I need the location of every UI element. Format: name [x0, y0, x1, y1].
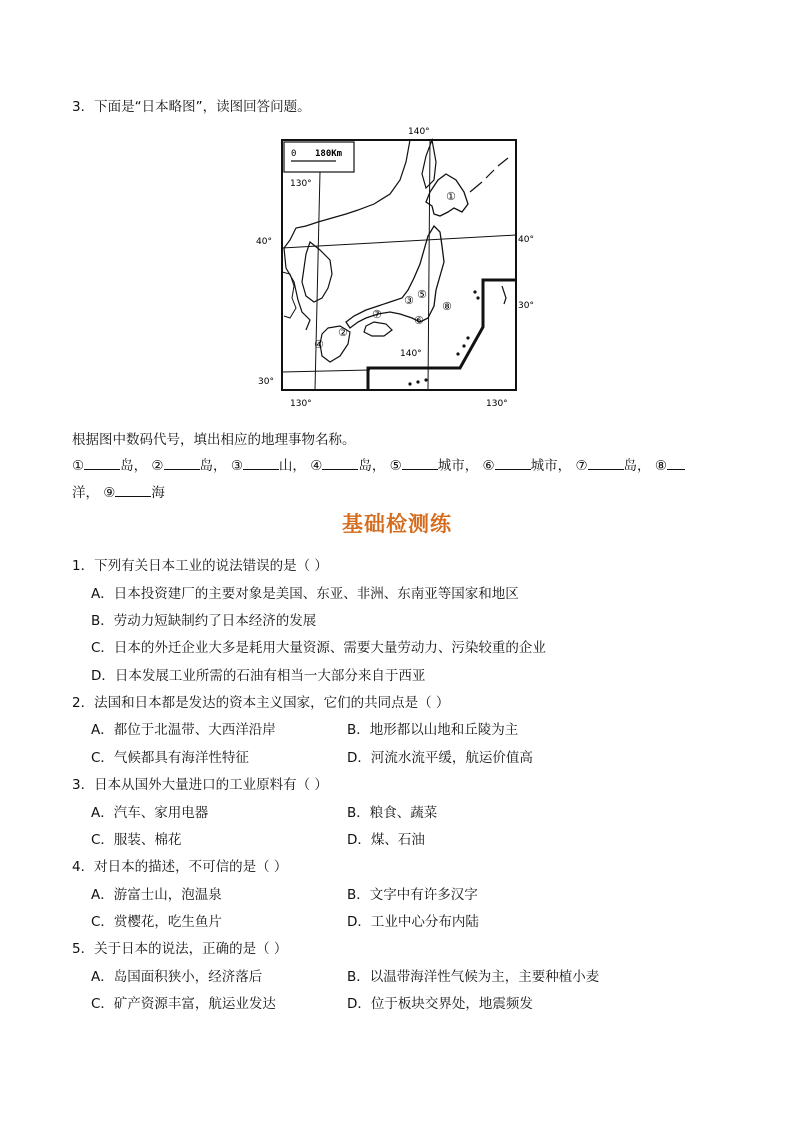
lat-30-right: 30° [518, 301, 534, 311]
q3-title: 3．下面是“日本略图”，读图回答问题。 [72, 99, 311, 115]
answer-blank-3[interactable] [243, 455, 279, 470]
answer-blank-9[interactable] [115, 482, 151, 497]
answer-blank-6[interactable] [495, 455, 531, 470]
answer-blank-8[interactable] [667, 455, 685, 470]
fill-num-2: ② [151, 458, 164, 474]
question-4-option-b[interactable]: B．文字中有许多汉字 [347, 887, 478, 903]
question-5-option-d[interactable]: D．位于板块交界处，地震频发 [347, 996, 533, 1012]
scale-zero: 0 [291, 149, 297, 159]
q3-instruction: 根据图中数码代号，填出相应的地理事物名称。 [72, 432, 356, 448]
lon-130-bottom-right: 130° [486, 399, 508, 409]
lon-140-inset: 140° [400, 349, 422, 359]
lon-130-left: 130° [290, 179, 312, 189]
question-3-stem: 3．日本从国外大量进口的工业原料有（ ） [72, 777, 328, 793]
map-label-1: ① [446, 190, 456, 203]
question-1-stem: 1．下列有关日本工业的说法错误的是（ ） [72, 558, 328, 574]
section-title: 基础检测练 [342, 511, 452, 536]
map-label-6: ⑥ [414, 314, 424, 327]
q3-fill-line-2: 洋， ⑨ 海 [72, 481, 165, 501]
map-label-2: ② [338, 326, 348, 339]
question-1-option-b[interactable]: B．劳动力短缺制约了日本经济的发展 [91, 613, 317, 629]
question-5-option-c[interactable]: C．矿产资源丰富，航运业发达 [91, 996, 276, 1012]
lon-130-bottom-left: 130° [290, 399, 312, 409]
answer-blank-4[interactable] [322, 455, 358, 470]
map-label-3: ③ [404, 294, 414, 307]
map-label-7: ⑦ [372, 308, 382, 321]
question-4-stem: 4．对日本的描述，不可信的是（ ） [72, 859, 288, 875]
answer-blank-2[interactable] [164, 455, 200, 470]
fill-num-8: ⑧ [654, 458, 667, 474]
fill-num-6: ⑥ [482, 458, 495, 474]
fill-num-5: ⑤ [389, 458, 402, 474]
question-5-option-a[interactable]: A．岛国面积狭小，经济落后 [91, 969, 263, 985]
fill-num-4: ④ [310, 458, 323, 474]
map-label-5: ⑤ [417, 288, 427, 301]
question-3-option-c[interactable]: C．服装、棉花 [91, 832, 182, 848]
answer-blank-1[interactable] [84, 455, 120, 470]
question-4-option-a[interactable]: A．游富士山，泡温泉 [91, 887, 222, 903]
map-label-8: ⑧ [442, 300, 452, 313]
question-3-option-d[interactable]: D．煤、石油 [347, 832, 425, 848]
question-1-option-c[interactable]: C．日本的外迁企业大多是耗用大量资源、需要大量劳动力、污染较重的企业 [91, 640, 546, 656]
fill-num-3: ③ [230, 458, 243, 474]
lon-140-top: 140° [408, 127, 430, 137]
fill-num-7: ⑦ [575, 458, 588, 474]
lat-30-left: 30° [258, 377, 274, 387]
question-3-option-a[interactable]: A．汽车、家用电器 [91, 805, 209, 821]
question-4-option-c[interactable]: C．赏樱花，吃生鱼片 [91, 914, 222, 930]
lat-40-left: 40° [256, 237, 272, 247]
answer-blank-7[interactable] [588, 455, 624, 470]
map-label-4: ④ [314, 338, 324, 351]
question-2-option-c[interactable]: C．气候都具有海洋性特征 [91, 750, 249, 766]
answer-blank-5[interactable] [402, 455, 438, 470]
q3-fill-line-1: ① 岛， ② 岛， ③ 山， ④ 岛， ⑤ 城市， ⑥ 城市， ⑦ 岛， ⑧ [72, 454, 685, 474]
question-3-option-b[interactable]: B．粮食、蔬菜 [347, 805, 438, 821]
fill-num-9: ⑨ [103, 485, 116, 501]
question-1-option-a[interactable]: A．日本投资建厂的主要对象是美国、东亚、非洲、东南亚等国家和地区 [91, 586, 519, 602]
lat-40-right: 40° [518, 235, 534, 245]
question-2-option-a[interactable]: A．都位于北温带、大西洋沿岸 [91, 722, 276, 738]
fill-num-1: ① [72, 458, 85, 474]
japan-map [250, 122, 534, 412]
question-1-option-d[interactable]: D．日本发展工业所需的石油有相当一大部分来自于西亚 [91, 668, 426, 684]
question-4-option-d[interactable]: D．工业中心分布内陆 [347, 914, 479, 930]
question-2-option-b[interactable]: B．地形都以山地和丘陵为主 [347, 722, 519, 738]
scale-text: 180Km [315, 149, 343, 159]
question-5-option-b[interactable]: B．以温带海洋性气候为主，主要种植小麦 [347, 969, 600, 985]
question-2-stem: 2．法国和日本都是发达的资本主义国家，它们的共同点是（ ） [72, 695, 450, 711]
question-5-stem: 5．关于日本的说法，正确的是（ ） [72, 941, 288, 957]
question-2-option-d[interactable]: D．河流水流平缓，航运价值高 [347, 750, 533, 766]
